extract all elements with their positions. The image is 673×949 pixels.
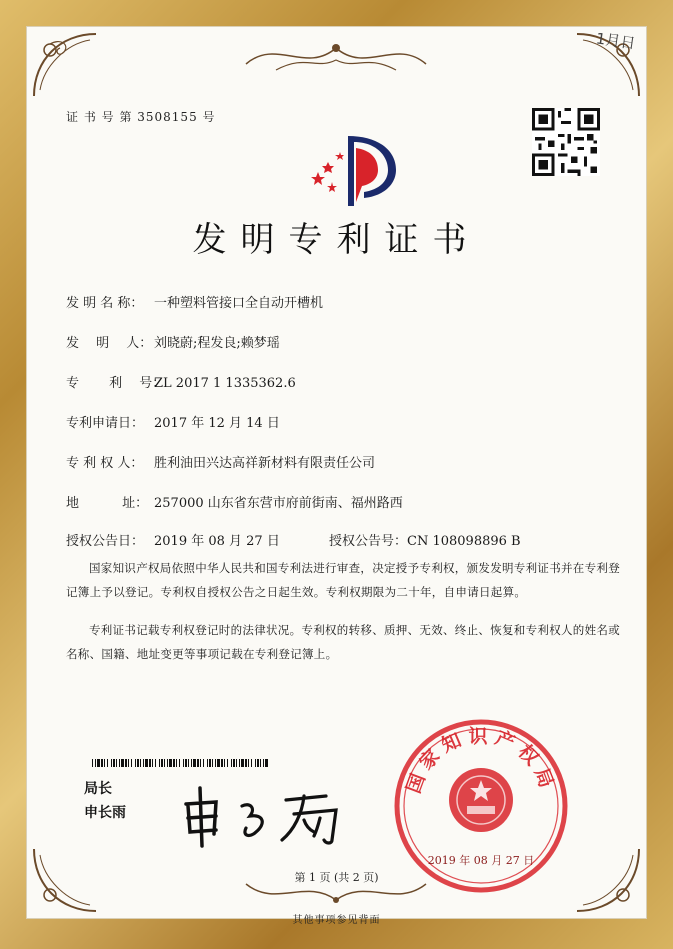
barcode-bar (245, 759, 247, 767)
barcode-bar (97, 759, 100, 767)
paragraph-grant-statement: 国家知识产权局依照中华人民共和国专利法进行审查，决定授予专利权，颁发发明专利证书并在专利登记簿上予以登记。专利权自授权公告之日起生效。专利权期限为二十年，自申请日起算。 (66, 561, 620, 599)
barcode-bar (179, 759, 180, 767)
barcode-bar (145, 759, 148, 767)
invention-name-row (66, 292, 323, 311)
barcode-bar (224, 759, 225, 767)
barcode-bar (161, 759, 163, 767)
top-center-ornament (236, 34, 436, 78)
barcode-bar (128, 759, 129, 767)
barcode-bar (125, 759, 127, 767)
barcode-bar (185, 759, 187, 767)
barcode-bar (164, 759, 165, 767)
barcode-bar (193, 759, 196, 767)
back-note: 其他事项参见背面 (292, 915, 381, 926)
patentee-row (66, 452, 375, 471)
barcode-bar (191, 759, 192, 767)
seal-date: 2019 年 08 月 27 日 (427, 854, 535, 867)
patent-number-label: 专 利 号： (66, 376, 166, 391)
corner-ornament-top-left (30, 30, 100, 100)
barcode-bar (217, 759, 220, 767)
barcode-bar (131, 759, 132, 767)
certificate-paper (26, 26, 647, 926)
barcode-bar (197, 759, 199, 767)
barcode-bar (236, 759, 237, 767)
patent-number-value: ZL 2017 1 1335362.6 (154, 376, 296, 391)
grant-date-label: 授权公告日： (66, 534, 145, 549)
patentee-label: 专 利 权 人： (66, 456, 144, 471)
barcode-bar (257, 759, 259, 767)
barcode-bar (207, 759, 208, 767)
barcode-bar (265, 759, 268, 767)
barcode-bar (116, 759, 117, 767)
barcode-bar (239, 759, 240, 767)
barcode-bar (200, 759, 201, 767)
address-value: 257000 山东省东营市府前街南、福州路西 (154, 496, 403, 511)
barcode-bar (221, 759, 223, 767)
director-signature (176, 784, 366, 852)
barcode-bar (104, 759, 105, 767)
grant-number-group (329, 530, 521, 549)
barcode-bar (233, 759, 235, 767)
grant-date-value: 2019 年 08 月 27 日 (154, 534, 280, 549)
patentee-value: 胜利油田兴达高祥新材料有限责任公司 (154, 456, 376, 471)
barcode-bar (183, 759, 184, 767)
barcode-bar (241, 759, 244, 767)
barcode-bar (212, 759, 213, 767)
barcode-bar (159, 759, 160, 767)
invention-name-label: 发 明 名 称： (66, 296, 144, 311)
barcode-bar (167, 759, 168, 767)
cnipa-logo (304, 128, 398, 210)
barcode-bar (215, 759, 216, 767)
barcode-bar (140, 759, 141, 767)
barcode-bar (152, 759, 153, 767)
filing-date-row (66, 412, 280, 431)
grant-number-label: 授权公告号： (329, 534, 408, 549)
seal-text: 国家知识产权局 (402, 725, 560, 797)
filing-date-value: 2017 年 12 月 14 日 (154, 416, 280, 431)
barcode-bar (113, 759, 115, 767)
inventors-value: 刘晓蔚;程发良;赖梦瑶 (154, 336, 280, 351)
barcode-bar (155, 759, 156, 767)
barcode-bar (203, 759, 204, 767)
barcode-bar (260, 759, 261, 767)
barcode-bar (135, 759, 136, 767)
barcode-bar (263, 759, 264, 767)
barcode-bar (137, 759, 139, 767)
certificate-number: 证 书 号 第 3508155 号 (66, 110, 216, 124)
handwritten-note: 1月日 (594, 29, 637, 53)
barcode-bar (173, 759, 175, 767)
address-label: 地 址： (66, 496, 149, 511)
barcode-bar (231, 759, 232, 767)
signatory-role: 局长 (84, 781, 112, 797)
paragraph-legal-status: 专利证书记载专利权登记时的法律状况。专利权的转移、质押、无效、终止、恢复和专利权人的姓名或名称、国籍、地址变更等事项记载在专利登记簿上。 (66, 623, 620, 661)
grant-number-value: CN 108098896 B (407, 534, 521, 549)
invention-name-value: 一种塑料管接口全自动开槽机 (154, 296, 324, 311)
barcode-bar (248, 759, 249, 767)
barcode (92, 759, 268, 767)
certificate-title: 发明专利证书 (192, 220, 481, 260)
barcode-bar (95, 759, 96, 767)
barcode-bar (111, 759, 112, 767)
barcode-bar (149, 759, 151, 767)
barcode-bar (227, 759, 228, 767)
signatory-name: 申长雨 (84, 805, 126, 821)
barcode-bar (143, 759, 144, 767)
page-indicator: 第 1 页 (共 2 页) (294, 871, 379, 884)
barcode-bar (251, 759, 252, 767)
filing-date-label: 专利申请日： (66, 416, 145, 431)
address-row (66, 492, 403, 511)
inventors-row (66, 332, 280, 351)
patent-number-row (66, 372, 296, 391)
barcode-bar (92, 759, 93, 767)
qr-code (532, 108, 600, 176)
barcode-bar (101, 759, 103, 767)
barcode-bar (169, 759, 172, 767)
barcode-bar (176, 759, 177, 767)
inventors-label: 发 明 人： (66, 336, 153, 351)
barcode-bar (121, 759, 124, 767)
barcode-bar (209, 759, 211, 767)
barcode-bar (255, 759, 256, 767)
barcode-bar (188, 759, 189, 767)
grant-row (66, 530, 626, 549)
barcode-bar (119, 759, 120, 767)
barcode-bar (107, 759, 108, 767)
